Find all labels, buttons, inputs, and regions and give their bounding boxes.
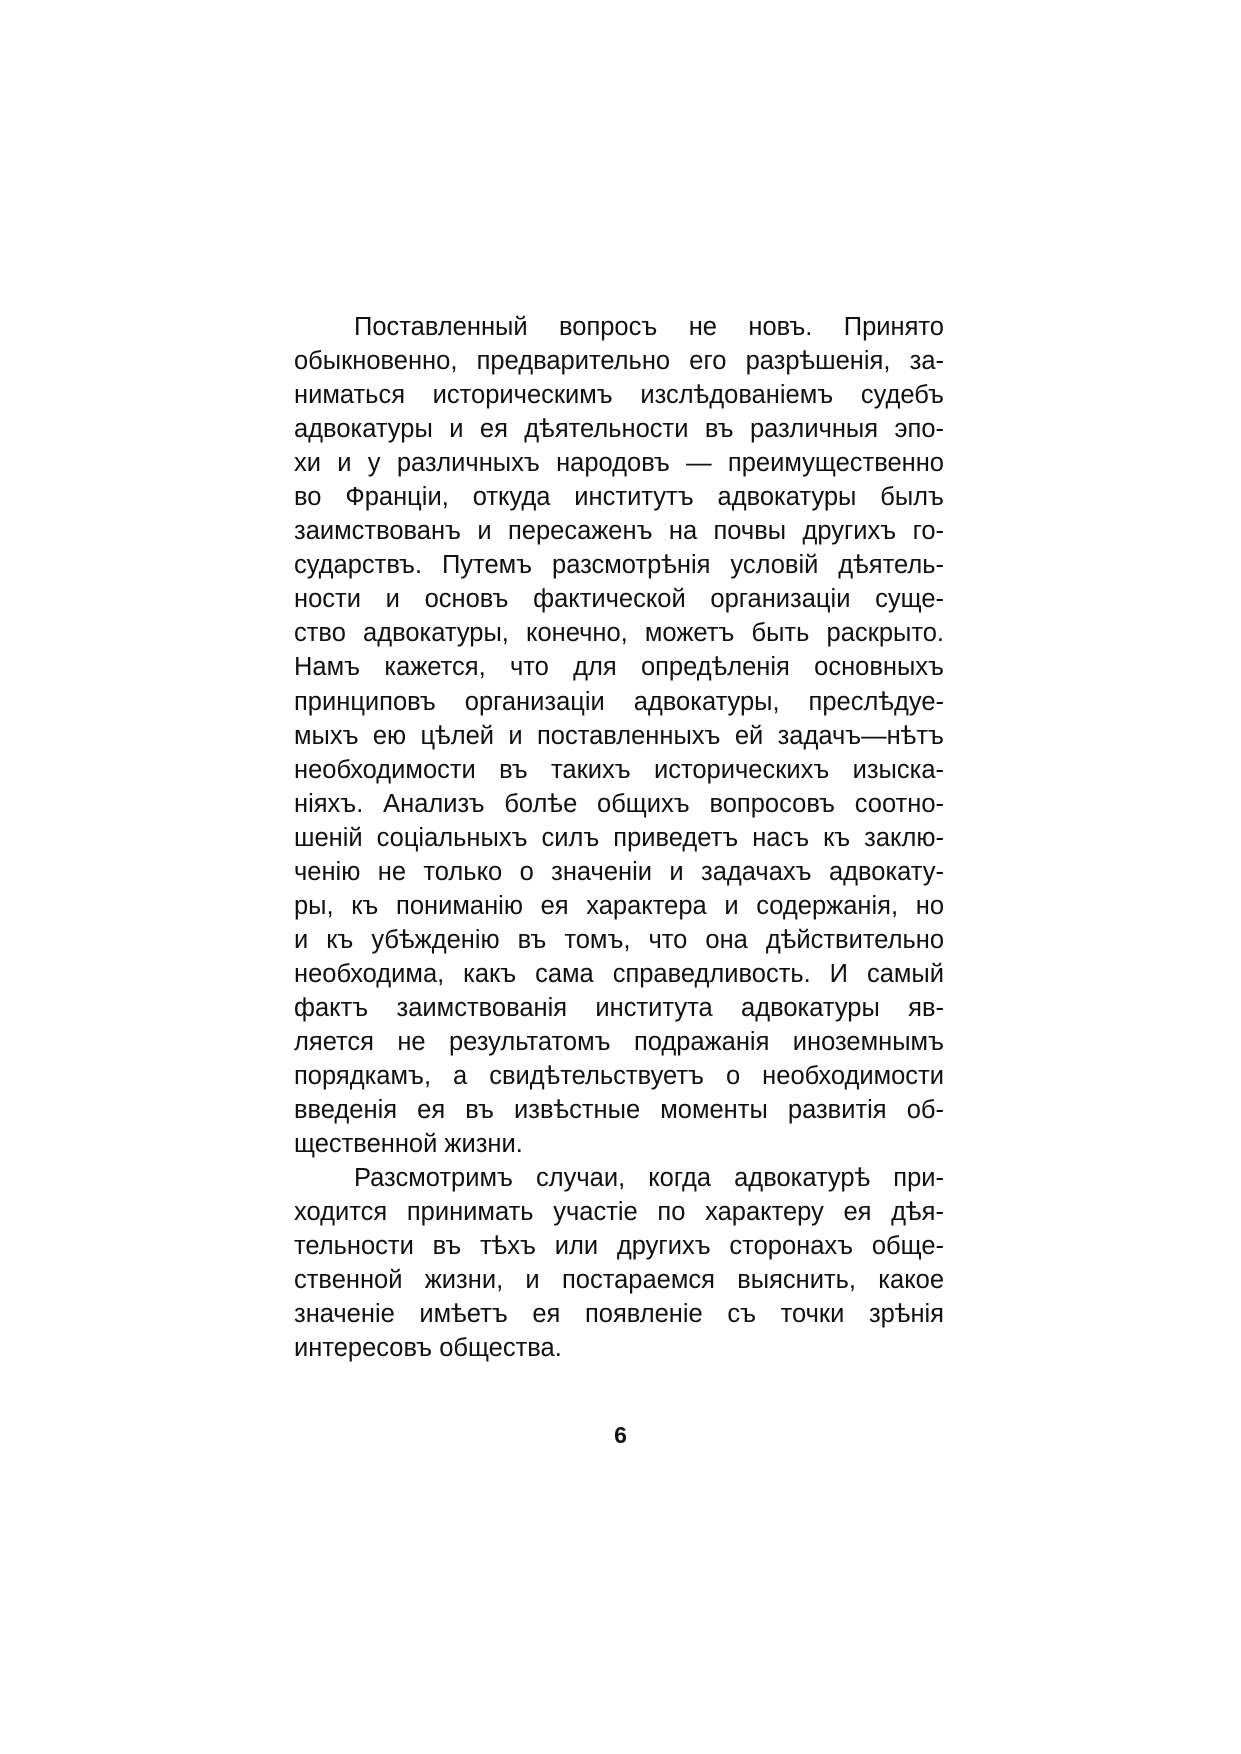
- text-line: ченію не только о значеніи и задачахъ адвокату-: [294, 857, 944, 886]
- paragraph: [294, 310, 944, 1161]
- text-line: необходимости въ такихъ историческихъ изыска-: [294, 755, 944, 784]
- text-line: ниматься историческимъ изслѣдованіемъ судебъ: [294, 381, 944, 410]
- text-line: и къ убѣжденію въ томъ, что она дѣйствительно: [294, 925, 944, 954]
- text-line: фактъ заимствованія института адвокатуры яв-: [294, 993, 944, 1022]
- text-line: хи и у различныхъ народовъ — преимущественно: [294, 449, 944, 478]
- text-line: Разсмотримъ случаи, когда адвокатурѣ при-: [354, 1164, 944, 1193]
- text-line: адвокатуры и ея дѣятельности въ различныя эпо-: [294, 415, 944, 444]
- text-line: тельности въ тѣхъ или другихъ сторонахъ обще-: [294, 1232, 944, 1261]
- text-line: ніяхъ. Анализъ болѣе общихъ вопросовъ соотно-: [294, 789, 944, 818]
- text-line: обыкновенно, предварительно его разрѣшенія, за-: [294, 347, 944, 376]
- text-line: во Франціи, откуда институтъ адвокатуры былъ: [294, 483, 944, 512]
- text-line: ляется не результатомъ подражанія иноземнымъ: [294, 1027, 944, 1056]
- text-line: мыхъ ею цѣлей и поставленныхъ ей задачъ—нѣтъ: [294, 721, 944, 750]
- text-line: ходится принимать участіе по характеру ея дѣя-: [294, 1198, 944, 1227]
- text-line: интересовъ общества.: [294, 1334, 562, 1363]
- text-line: Намъ кажется, что для опредѣленія основныхъ: [294, 653, 944, 682]
- text-line: значеніе имѣетъ ея появленіе съ точки зрѣнія: [294, 1300, 944, 1329]
- text-line: шеній соціальныхъ силъ приведетъ насъ къ заклю-: [294, 823, 944, 852]
- text-line: порядкамъ, а свидѣтельствуетъ о необходимости: [294, 1062, 944, 1091]
- text-line: заимствованъ и пересаженъ на почвы другихъ го-: [294, 517, 944, 546]
- page-number: 6: [614, 1422, 627, 1448]
- text-line: введенія ея въ извѣстные моменты развитія об-: [294, 1096, 944, 1125]
- text-line: Поставленный вопросъ не новъ. Принято: [354, 313, 944, 341]
- text-line: сударствъ. Путемъ разсмотрѣнія условій дѣятель-: [294, 551, 944, 580]
- text-line: щественной жизни.: [294, 1130, 523, 1159]
- text-line: принциповъ организаціи адвокатуры, преслѣдуе-: [294, 687, 944, 716]
- text-line: ры, къ пониманію ея характера и содержанія, но: [294, 891, 944, 920]
- body-text: [294, 310, 944, 1365]
- text-line: ство адвокатуры, конечно, можетъ быть раскрыто.: [294, 619, 944, 648]
- text-line: ности и основъ фактической организаціи суще-: [294, 585, 944, 614]
- paragraph: [294, 1161, 944, 1365]
- text-line: ственной жизни, и постараемся выяснить, какое: [294, 1266, 944, 1295]
- text-line: необходима, какъ сама справедливость. И самый: [294, 959, 944, 988]
